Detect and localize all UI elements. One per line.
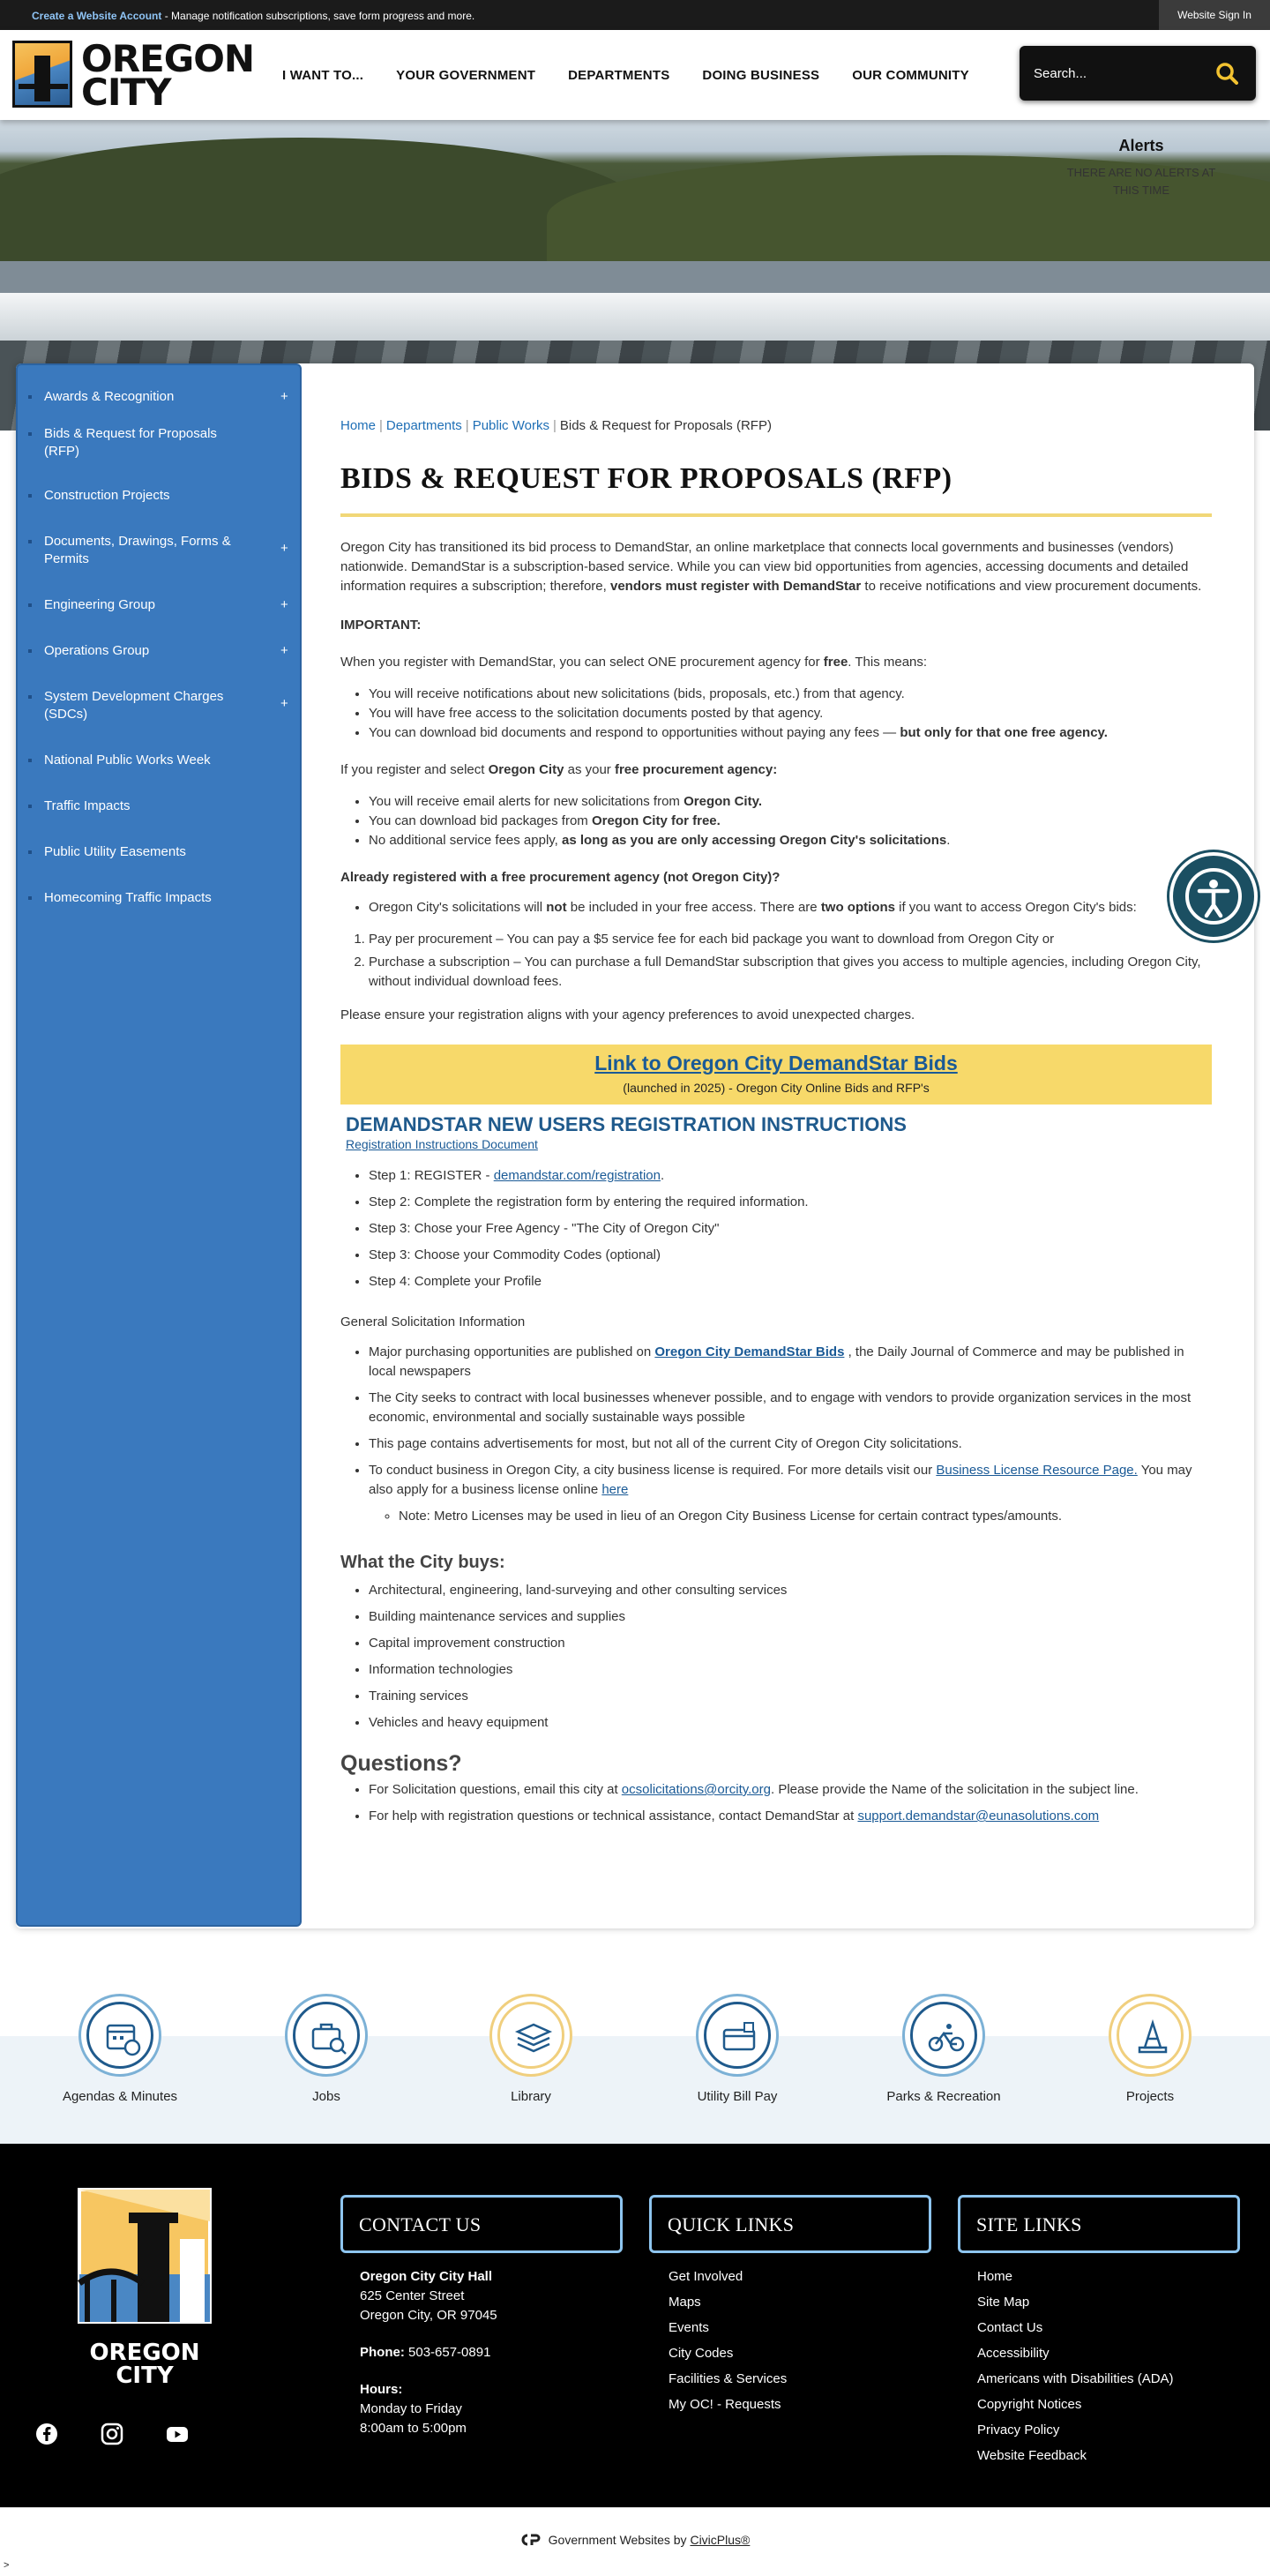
list-item: • For help with registration questions or technical assistance, contact DemandStar at support.demandstar@eunasolutions.com: [369, 1807, 1212, 1826]
list-item: 2. Purchase a subscription – You can purchase a full DemandStar subscription that gives you access to multiple agencies, including Oregon City, without individual download fees.: [369, 953, 1212, 992]
site-header: [0, 30, 1270, 120]
footer-link[interactable]: Privacy Policy: [977, 2422, 1060, 2437]
logo-text: OREGON CITY: [81, 37, 255, 114]
site-logo[interactable]: [12, 37, 255, 114]
traffic-cone-icon: [1132, 2018, 1173, 2058]
list-item: • No additional service fees apply, as long as you are only accessing Oregon City's solicitations.: [369, 831, 1212, 850]
breadcrumb-separator: |: [379, 418, 383, 433]
expand-icon[interactable]: +: [280, 597, 288, 612]
footer-link[interactable]: Site Map: [977, 2295, 1030, 2310]
oregon-city-list: [369, 792, 1212, 850]
list-item: • Capital improvement construction: [369, 1634, 1212, 1653]
important-heading: IMPORTANT:: [340, 618, 422, 633]
footer-logo-graphic: [76, 2186, 213, 2354]
list-item: 1. Pay per procurement – You can pay a $5 service fee for each bid package you want to download from Oregon City or: [369, 930, 1212, 949]
footer-link[interactable]: Facilities & Services: [669, 2371, 788, 2386]
hours-days: Monday to Friday: [360, 2401, 462, 2416]
create-account-link[interactable]: Create a Website Account: [32, 10, 162, 22]
footer-link[interactable]: Copyright Notices: [977, 2397, 1082, 2412]
breadcrumb-separator: |: [552, 418, 557, 433]
list-item: • Vehicles and heavy equipment: [369, 1713, 1212, 1733]
breadcrumb-public-works[interactable]: Public Works: [472, 418, 549, 433]
banner-subtitle: (launched in 2025) - Oregon City Online Bids and RFP's: [623, 1081, 930, 1095]
sidebar-item-label: System Development Charges (SDCs): [44, 689, 224, 722]
sidebar-item-label: Homecoming Traffic Impacts: [44, 890, 212, 905]
list-item: • To conduct business in Oregon City, a city business license is required. For more details visit our Business License Resource Page. You may also apply for a business license online here ◦ Note: Metro Licenses may be used in lieu of an Oregon City Business License for certain contract types/amounts.: [369, 1461, 1212, 1526]
top-utility-bar: [0, 0, 1270, 30]
expand-icon[interactable]: +: [280, 696, 288, 711]
contact-address-line1: 625 Center Street: [360, 2288, 465, 2303]
page-content: [340, 416, 1212, 1826]
bicycle-icon: [926, 2018, 967, 2058]
youtube-icon[interactable]: [166, 2422, 189, 2445]
civicplus-bar: [0, 2507, 1270, 2576]
footer-link[interactable]: Maps: [669, 2295, 701, 2310]
footer-link[interactable]: Get Involved: [669, 2269, 743, 2284]
list-item: • You can download bid documents and respond to opportunities without paying any fees — but only for that one free agency.: [369, 723, 1212, 743]
breadcrumb-departments[interactable]: Departments: [385, 418, 462, 433]
list-item: • Oregon City's solicitations will not be included in your free access. There are two options if you want to access Oregon City's bids:: [369, 898, 1212, 917]
general-list: [369, 1343, 1212, 1526]
footer-logo[interactable]: [76, 2186, 213, 2389]
contact-us-heading: [340, 2195, 623, 2253]
list-item: • Step 3: Chose your Free Agency - "The City of Oregon City": [369, 1219, 1212, 1239]
footer-link[interactable]: My OC! - Requests: [669, 2397, 781, 2412]
alerts-message: THERE ARE NO ALERTS AT THIS TIME: [1066, 166, 1216, 197]
quicklink-parks[interactable]: [855, 1994, 1032, 2104]
expand-icon[interactable]: +: [280, 541, 288, 556]
nav-doing-business[interactable]: DOING BUSINESS: [702, 68, 820, 83]
quicklink-label: Jobs: [312, 2089, 340, 2104]
sidebar-item-label: Awards & Recognition: [44, 389, 175, 404]
main-nav: [282, 68, 1002, 83]
sidebar-item-label: Documents, Drawings, Forms & Permits: [44, 534, 231, 566]
contact-address-line2: Oregon City, OR 97045: [360, 2308, 497, 2323]
already-registered-heading: Already registered with a free procurement agency (not Oregon City)?: [340, 870, 781, 885]
list-item: • Information technologies: [369, 1660, 1212, 1680]
nav-our-community[interactable]: OUR COMMUNITY: [852, 68, 969, 83]
quicklink-jobs[interactable]: [238, 1994, 415, 2104]
buys-heading: What the City buys:: [340, 1553, 505, 1572]
quicklink-library[interactable]: [443, 1994, 619, 2104]
list-item: • You can download bid packages from Oregon City for free.: [369, 812, 1212, 831]
nav-i-want-to[interactable]: I WANT TO...: [282, 68, 364, 83]
footer-link[interactable]: Events: [669, 2320, 709, 2335]
search-icon[interactable]: [1215, 62, 1238, 85]
business-license-link[interactable]: Business License Resource Page.: [936, 1463, 1138, 1478]
list-item: • Step 3: Choose your Commodity Codes (optional): [369, 1246, 1212, 1265]
breadcrumb-separator: |: [465, 418, 469, 433]
list-item: • For Solicitation questions, email this city at ocsolicitations@orcity.org. Please provide the Name of the solicitation in the subject line.: [369, 1780, 1212, 1800]
civicplus-icon: [520, 2534, 542, 2546]
account-message-text: - Manage notification subscriptions, save form progress and more.: [161, 10, 475, 22]
sidebar-item-label: Construction Projects: [44, 488, 170, 503]
breadcrumb: [340, 416, 1212, 436]
briefcase-icon: [309, 2018, 349, 2058]
quicklink-label: Parks & Recreation: [886, 2089, 1001, 2104]
registration-title: DEMANDSTAR NEW USERS REGISTRATION INSTRUCTIONS: [346, 1113, 907, 1135]
site-links-list: [977, 2267, 1174, 2472]
nav-departments[interactable]: DEPARTMENTS: [568, 68, 670, 83]
expand-icon[interactable]: +: [280, 389, 288, 404]
list-item: • Step 1: REGISTER - demandstar.com/registration.: [369, 1166, 1212, 1186]
quicklink-label: Agendas & Minutes: [62, 2089, 178, 2104]
sidebar-item-label: Operations Group: [44, 643, 150, 658]
quicklink-utility-bill[interactable]: [649, 1994, 826, 2104]
demandstar-bids-inline-link[interactable]: Oregon City DemandStar Bids: [654, 1344, 845, 1359]
footer-link[interactable]: Accessibility: [977, 2346, 1050, 2361]
options-list: [369, 930, 1212, 992]
sidebar-item-label: National Public Works Week: [44, 753, 211, 768]
buys-list: [369, 1581, 1212, 1733]
list-item: • This page contains advertisements for most, but not all of the current City of Oregon City solicitations.: [369, 1434, 1212, 1454]
logo-emblem: [12, 41, 72, 108]
sidebar-nav: [16, 363, 302, 1927]
list-item: • Architectural, engineering, land-surveying and other consulting services: [369, 1581, 1212, 1600]
list-item: • Major purchasing opportunities are published on Oregon City DemandStar Bids , the Daily Journal of Commerce and may be published in local newspapers: [369, 1343, 1212, 1382]
books-icon: [513, 2018, 554, 2058]
questions-list: [369, 1780, 1212, 1826]
sidebar-item-label: Bids & Request for Proposals (RFP): [44, 426, 217, 459]
intro-paragraph: Oregon City has transitioned its bid process to DemandStar, an online marketplace that connects local governments and businesses (vendors) nationwide. DemandStar is a subscription-based service. While you can view bid opportunities from agencies, accessing documents and detailed information requires a subscription; therefore, vendors must register with DemandStar to receive notifications and view procurement documents.: [340, 540, 1202, 594]
quicklink-label: Library: [511, 2089, 551, 2104]
calendar-icon: [102, 2018, 143, 2058]
sidebar-item-label: Public Utility Easements: [44, 844, 186, 859]
footer-link[interactable]: Contact Us: [977, 2320, 1043, 2335]
breadcrumb-home[interactable]: Home: [340, 418, 377, 433]
contact-info: [360, 2267, 497, 2438]
civicplus-credit: Government Websites by CivicPlus®: [0, 2533, 1270, 2547]
page-title: BIDS & REQUEST FOR PROPOSALS (RFP): [340, 462, 952, 495]
solicitations-email-link[interactable]: ocsolicitations@orcity.org: [621, 1782, 771, 1797]
alerts-title: Alerts: [1118, 137, 1164, 154]
sidebar-item-label: Traffic Impacts: [44, 798, 131, 813]
site-links-title: SITE LINKS: [976, 2213, 1082, 2235]
footer-logo-text: OREGON CITY: [89, 2340, 200, 2389]
quicklink-agendas[interactable]: [32, 1994, 208, 2104]
expand-icon[interactable]: +: [280, 643, 288, 658]
list-item: • Step 2: Complete the registration form by entering the required information.: [369, 1193, 1212, 1212]
footer-link[interactable]: Website Feedback: [977, 2448, 1087, 2463]
site-links-heading: [958, 2195, 1240, 2253]
title-divider: [340, 513, 1212, 517]
demandstar-support-email-link[interactable]: support.demandstar@eunasolutions.com: [857, 1808, 1100, 1823]
breadcrumb-current: Bids & Request for Proposals (RFP): [559, 418, 772, 433]
civicplus-link[interactable]: CivicPlus®: [690, 2533, 751, 2547]
wallet-icon: [720, 2018, 760, 2058]
registration-steps: [369, 1166, 1212, 1292]
footer-link[interactable]: Americans with Disabilities (ADA): [977, 2371, 1174, 2386]
search-box: [1020, 46, 1256, 101]
list-item: • Step 4: Complete your Profile: [369, 1272, 1212, 1292]
list-item: ◦ Note: Metro Licenses may be used in lieu of an Oregon City Business License for certain contract types/amounts.: [399, 1507, 1212, 1526]
list-item: • The City seeks to contract with local businesses whenever possible, and to engage with vendors to provide organization services in the most economic, environmental and socially sustainable ways possible: [369, 1389, 1212, 1427]
quick-links-list: [669, 2267, 787, 2421]
contact-title: CONTACT US: [359, 2213, 482, 2235]
alerts-panel: [1053, 137, 1229, 199]
register-paragraph: When you register with DemandStar, you can select ONE procurement agency for free. This means:: [340, 655, 928, 670]
quick-links-title: QUICK LINKS: [668, 2213, 795, 2235]
accessibility-icon[interactable]: [1169, 852, 1258, 940]
sign-in-button[interactable]: Website Sign In: [1159, 0, 1270, 30]
list-item: • You will receive notifications about new solicitations (bids, proposals, etc.) from that agency.: [369, 685, 1212, 704]
contact-phone: Phone: 503-657-0891: [360, 2345, 491, 2360]
general-heading: General Solicitation Information: [340, 1314, 526, 1329]
caret-glyph: >: [4, 2560, 10, 2571]
instagram-icon[interactable]: [101, 2422, 123, 2445]
footer-link[interactable]: City Codes: [669, 2346, 734, 2361]
oregon-city-paragraph: If you register and select Oregon City as your free procurement agency:: [340, 762, 778, 777]
sidebar-item-label: Engineering Group: [44, 597, 155, 612]
ensure-paragraph: Please ensure your registration aligns with your agency preferences to avoid unexpected charges.: [340, 1007, 915, 1022]
apply-license-link[interactable]: here: [601, 1482, 629, 1497]
questions-heading: Questions?: [340, 1751, 462, 1776]
main-panel: [16, 363, 1254, 1928]
demandstar-banner: [340, 1045, 1212, 1105]
registration-doc-link[interactable]: Registration Instructions Document: [346, 1137, 538, 1151]
hours-time: 8:00am to 5:00pm: [360, 2421, 467, 2436]
contact-name: Oregon City City Hall: [360, 2269, 493, 2284]
quicklink-label: Projects: [1125, 2089, 1175, 2104]
free-agency-list: [369, 685, 1212, 743]
list-item: • You will have free access to the solicitation documents posted by that agency.: [369, 704, 1212, 723]
facebook-icon[interactable]: [35, 2422, 58, 2445]
quicklink-projects[interactable]: [1062, 1994, 1238, 2104]
nav-your-government[interactable]: YOUR GOVERNMENT: [396, 68, 536, 83]
search-input[interactable]: [1034, 64, 1210, 83]
demandstar-registration-link[interactable]: demandstar.com/registration: [493, 1168, 661, 1183]
quicklink-label: Utility Bill Pay: [697, 2089, 778, 2104]
site-footer: [0, 2144, 1270, 2507]
quick-links-heading: [649, 2195, 931, 2253]
list-item: • Training services: [369, 1687, 1212, 1706]
footer-link[interactable]: Home: [977, 2269, 1013, 2284]
list-item: • You will receive email alerts for new solicitations from Oregon City.: [369, 792, 1212, 812]
demandstar-bids-link[interactable]: Link to Oregon City DemandStar Bids: [594, 1052, 958, 1075]
not-included-list: [369, 898, 1212, 917]
hours-label: Hours:: [360, 2382, 403, 2397]
account-message: [32, 10, 474, 22]
list-item: • Building maintenance services and supplies: [369, 1607, 1212, 1627]
